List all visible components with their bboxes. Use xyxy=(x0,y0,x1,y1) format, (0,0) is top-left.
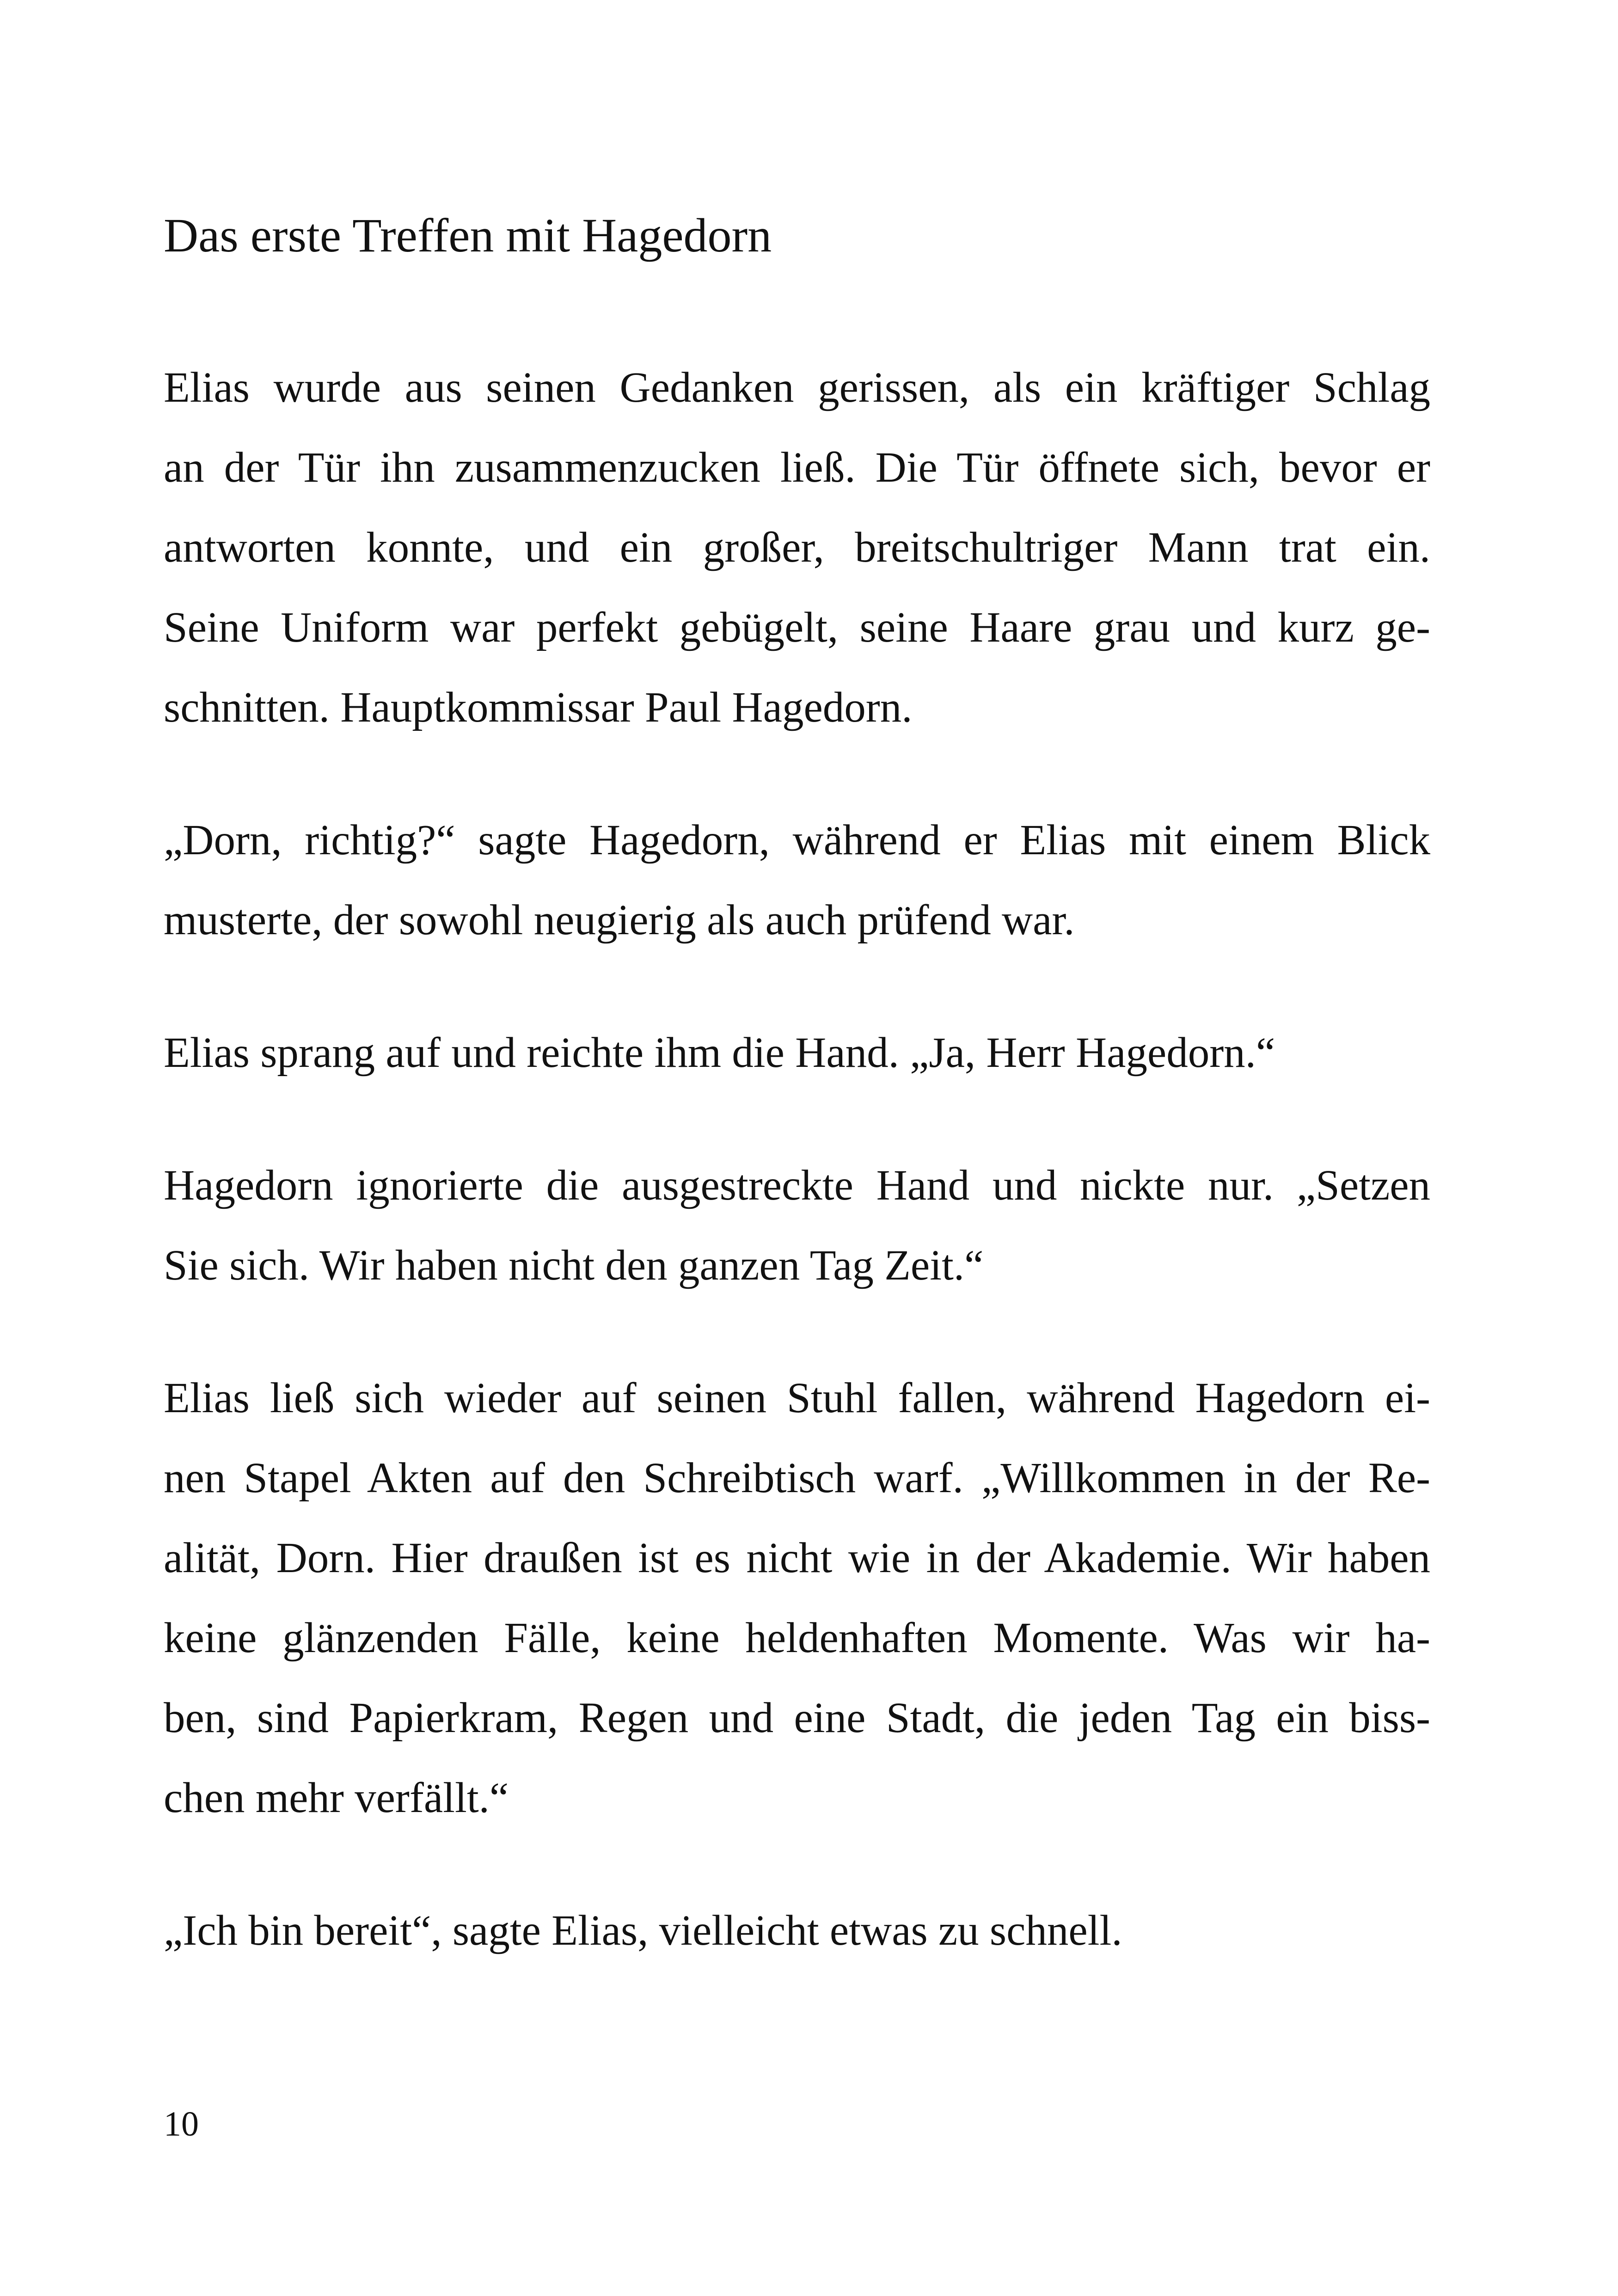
text-line: musterte, der sowohl neugierig als auch prüfend war. xyxy=(164,896,1075,944)
text-line: „Ich bin bereit“, sagte Elias, vielleicht etwas zu schnell. xyxy=(164,1907,1122,1954)
text-line: keine glänzenden Fälle, keine heldenhaften Momente. Was wir ha- xyxy=(164,1614,1430,1662)
text-line: Elias ließ sich wieder auf seinen Stuhl fallen, während Hagedorn ei- xyxy=(164,1374,1430,1422)
text-line: Hagedorn ignorierte die ausgestreckte Hand und nickte nur. „Setzen xyxy=(164,1162,1430,1209)
text-line: schnitten. Hauptkommissar Paul Hagedorn. xyxy=(164,684,913,731)
body-text xyxy=(164,348,1430,2023)
text-line: ben, sind Papierkram, Regen und eine Stadt, die jeden Tag ein biss- xyxy=(164,1694,1430,1742)
paragraph xyxy=(164,1145,1430,1305)
text-line: nen Stapel Akten auf den Schreibtisch warf. „Willkommen in der Re- xyxy=(164,1454,1430,1502)
text-line: antworten konnte, und ein großer, breitschultriger Mann trat ein. xyxy=(164,524,1430,571)
paragraph xyxy=(164,1013,1430,1093)
text-line: Sie sich. Wir haben nicht den ganzen Tag Zeit.“ xyxy=(164,1242,984,1289)
text-line: „Dorn, richtig?“ sagte Hagedorn, während er Elias mit einem Blick xyxy=(164,816,1430,864)
page-number: 10 xyxy=(164,2105,199,2143)
text-line: Elias sprang auf und reichte ihm die Hand. „Ja, Herr Hagedorn.“ xyxy=(164,1029,1275,1077)
chapter-title: Das erste Treffen mit Hagedorn xyxy=(164,209,772,262)
text-line: an der Tür ihn zusammenzucken ließ. Die Tür öffnete sich, bevor er xyxy=(164,444,1430,491)
paragraph xyxy=(164,1358,1430,1838)
text-line: chen mehr verfällt.“ xyxy=(164,1774,509,1822)
paragraph xyxy=(164,800,1430,960)
paragraph xyxy=(164,348,1430,747)
text-line: Seine Uniform war perfekt gebügelt, seine Haare grau und kurz ge- xyxy=(164,604,1430,651)
text-line: alität, Dorn. Hier draußen ist es nicht wie in der Akademie. Wir haben xyxy=(164,1534,1430,1582)
paragraph xyxy=(164,1891,1430,1971)
text-line: Elias wurde aus seinen Gedanken gerissen, als ein kräftiger Schlag xyxy=(164,364,1430,411)
